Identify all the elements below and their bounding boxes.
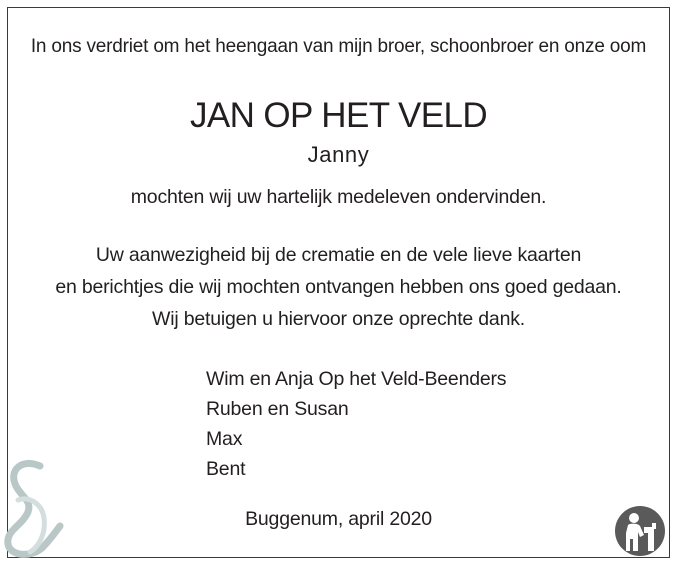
- memorial-figure-icon: [614, 505, 666, 557]
- ampersand-ribbon-icon: [0, 456, 64, 560]
- thanks-line-2: en berichtjes die wij mochten ontvangen hebben ons goed gedaan.: [55, 276, 622, 298]
- family-member: Bent: [206, 458, 246, 480]
- family-list: [206, 364, 506, 484]
- sympathy-line: mochten wij uw hartelijk medeleven ondervinden.: [130, 186, 547, 208]
- family-member: Wim en Anja Op het Veld-Beenders: [206, 368, 507, 390]
- thanks-line-1: Uw aanwezigheid bij de crematie en de vele lieve kaarten: [95, 244, 582, 266]
- deceased-name: JAN OP HET VELD: [189, 96, 488, 135]
- family-member: Ruben en Susan: [206, 398, 349, 420]
- thanks-line-3: Wij betuigen u hiervoor onze oprechte dank.: [152, 308, 525, 330]
- place-date: Buggenum, april 2020: [245, 508, 432, 530]
- family-member: Max: [206, 428, 243, 450]
- deceased-nickname: Janny: [307, 142, 370, 167]
- intro-text: In ons verdriet om het heengaan van mijn broer, schoonbroer en onze oom: [30, 36, 647, 57]
